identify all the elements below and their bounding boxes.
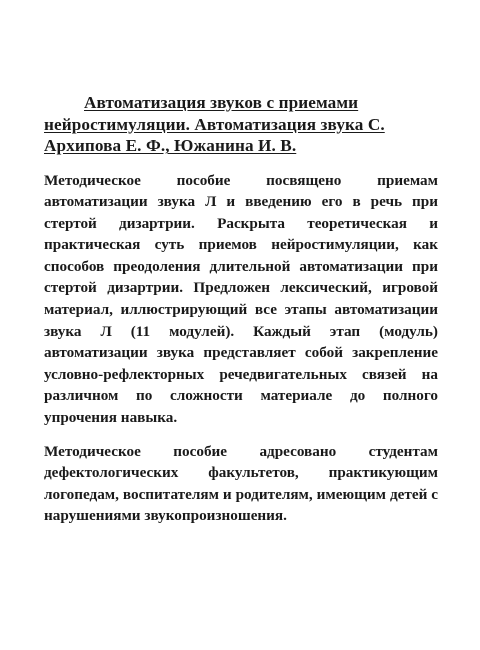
- paragraph-description: Методическое пособие посвящено приемам автоматизации звука Л и введению его в речь при стертой дизартрии. Раскрыта теоретическая и практическая суть приемов нейростимуляции, как способов преодоления длительной автоматизации при стертой дизартрии. Предложен лексический, игровой материал, иллюстрирующий все этапы автоматизации звука Л (11 модулей). Каждый этап (модуль) автоматизации звука представляет собой закрепление условно-рефлекторных речедвигательных связей на различном по сложности материале до полного упрочения навыка.: [44, 171, 438, 427]
- document-title: Автоматизация звуков с приемами нейростимуляции. Автоматизация звука С. Архипова Е. Ф., Южанина И. В.: [44, 93, 385, 155]
- paragraph-audience: Методическое пособие адресовано студентам дефектологических факультетов, практикующим логопедам, воспитателям и родителям, имеющим детей с нарушениями звукопроизношения.: [44, 442, 438, 525]
- document-page: [44, 92, 438, 539]
